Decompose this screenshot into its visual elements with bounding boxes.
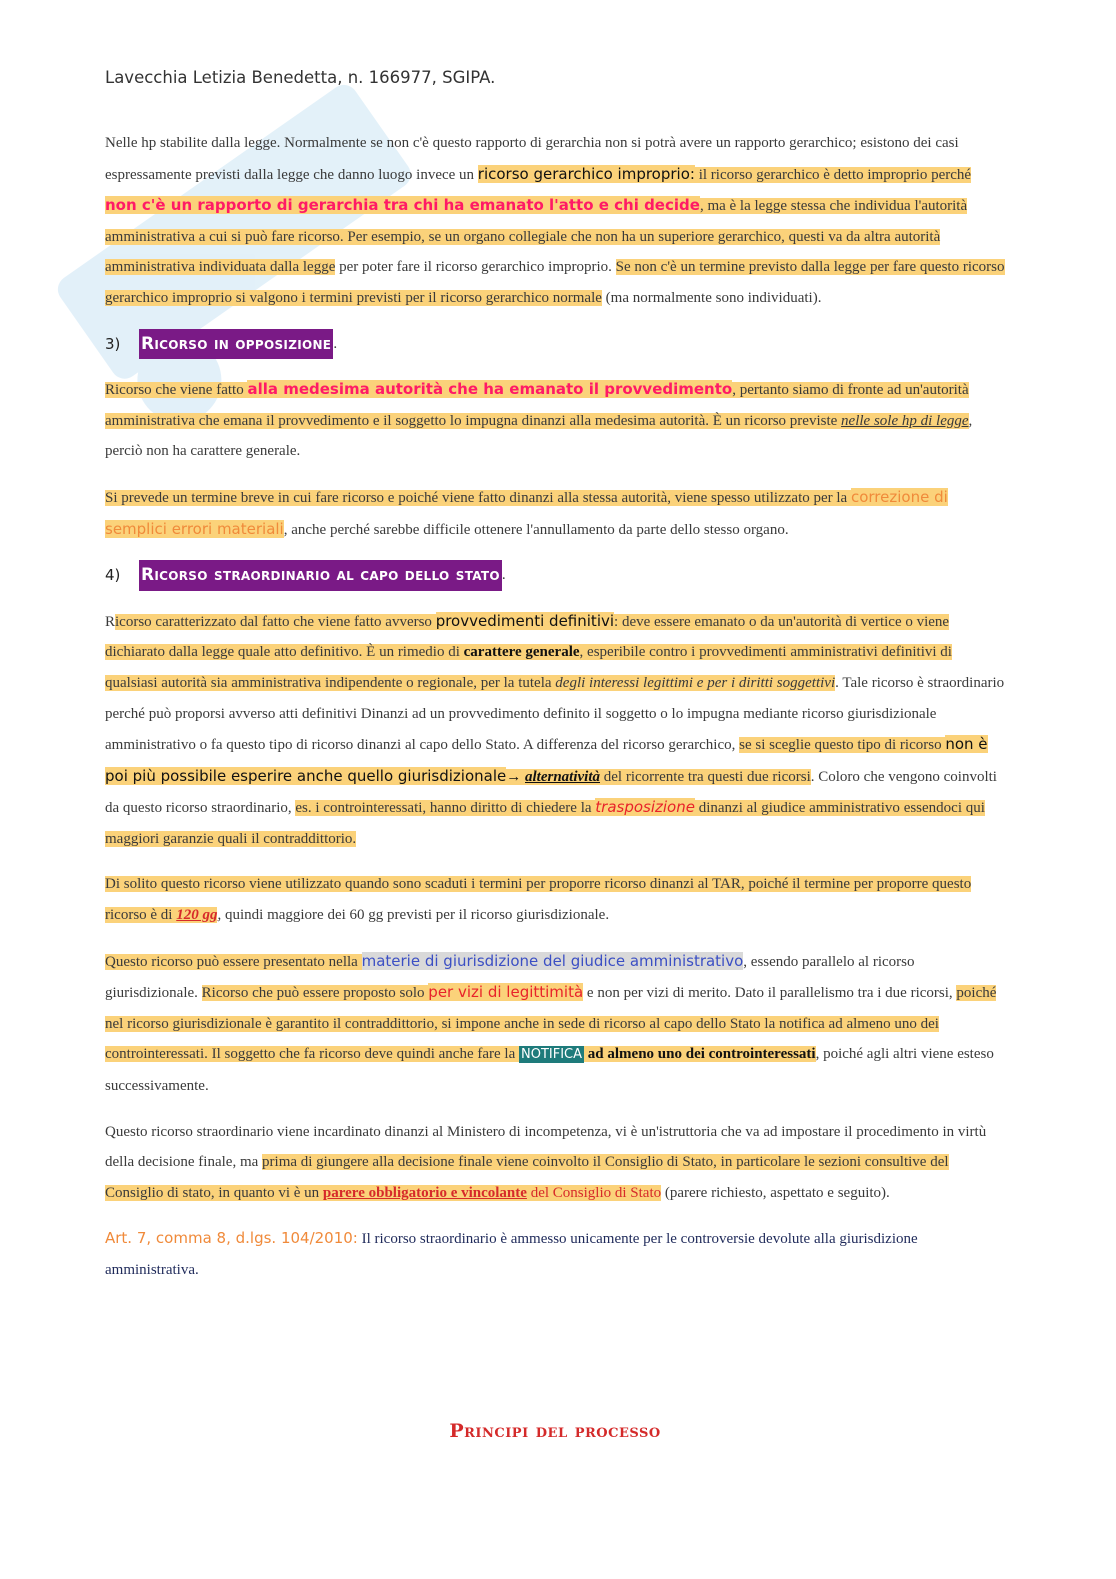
document-body <box>105 128 1005 1301</box>
paragraph-straordinario-2: Di solito questo ricorso viene utilizzato quando sono scaduti i termini per proporre ricorso dinanzi al TAR, poiché il termine per proporre questo ricorso è di 120 gg, quindi maggiore dei 60 gg previsti per il ricorso giurisdizionale. <box>105 876 972 924</box>
paragraph-straordinario-1: Ricorso caratterizzato dal fatto che viene fatto avverso provvedimenti definitivi: deve essere emanato o da un'autorità di vertice o viene dichiarato dalla legge quale atto definitivo. È un rimedio di carattere generale, esperibile contro i provvedimenti amministrativi definitivi di qualsiasi autorità sia amministrativa indipendente o regionale, per la tutela degli interessi legittimi e per i diritti soggettivi. Tale ricorso è straordinario perché può proporsi avverso atti definitivi Dinanzi ad un provvedimento definito il soggetto o lo impugna mediante ricorso giurisdizionale amministrativo o fa questo tipo di ricorso dinanzi al capo dello Stato. A differenza del ricorso gerarchico, se si sceglie questo tipo di ricorso non è poi più possibile esperire anche quello giurisdizionale→ alternatività del ricorrente tra questi due ricorsi. Coloro che vengono coinvolti da questo ricorso straordinario, es. i controinteressati, hanno diritto di chiedere la trasposizione dinanzi al giudice amministrativo essendoci qui maggiori garanzie quali il contraddittorio. <box>105 611 1005 847</box>
paragraph-norma: Art. 7, comma 8, d.lgs. 104/2010: Il ricorso straordinario è ammesso unicamente per le controversie devolute alla giurisdizione amministrativa. <box>105 1229 918 1278</box>
paragraph-straordinario-4: Questo ricorso straordinario viene incardinato dinanzi al Ministero di incompetenza, vi è un'istruttoria che va ad impostare il procedimento in virtù della decisione finale, ma prima di giungere alla decisione finale viene coinvolto il Consiglio di Stato, in particolare le sezioni consultive del Consiglio di stato, in quanto vi è un parere obbligatorio e vincolante del Consiglio di Stato (parere richiesto, aspettato e seguito). <box>105 1123 987 1201</box>
section-title-principi: Principi del processo <box>449 1420 661 1442</box>
paragraph-ricorso-gerarchico-improprio: Nelle hp stabilite dalla legge. Normalmente se non c'è questo rapporto di gerarchia non si potrà avere un rapporto gerarchico; esistono dei casi espressamente previsti dalla legge che danno luogo invece un ricorso gerarchico improprio: il ricorso gerarchico è detto improprio perché non c'è un rapporto di gerarchia tra chi ha emanato l'atto e chi decide, ma è la legge stessa che individua l'autorità amministrativa a cui si può fare ricorso. Per esempio, se un organo collegiale che non ha un superiore gerarchico, questi va da altra autorità amministrativa individuata dalla legge per poter fare il ricorso gerarchico improprio. Se non c'è un termine previsto dalla legge per fare questo ricorso gerarchico improprio si valgono i termini previsti per il ricorso gerarchico normale (ma normalmente sono individuati). <box>105 135 1005 306</box>
section-heading-3: 3) Ricorso in opposizione . <box>105 329 1005 360</box>
document-header: Lavecchia Letizia Benedetta, n. 166977, SGIPA. <box>105 68 496 87</box>
paragraph-opposizione-2: Si prevede un termine breve in cui fare ricorso e poiché viene fatto dinanzi alla stessa autorità, viene spesso utilizzato per la correzione di semplici errori materiali, anche perché sarebbe difficile ottenere l'annullamento da parte dello stesso organo. <box>105 487 948 538</box>
paragraph-opposizione-1: Ricorso che viene fatto alla medesima autorità che ha emanato il provvedimento, pertanto siamo di fronte ad un'autorità amministrativa che emana il provvedimento e il soggetto lo impugna dinanzi alla medesima autorità. È un ricorso previste nelle sole hp di legge, perciò non ha carattere generale. <box>105 380 973 460</box>
paragraph-straordinario-3: Questo ricorso può essere presentato nella materie di giurisdizione del giudice amministrativo, essendo parallelo al ricorso giurisdizionale. Ricorso che può essere proposto solo per vizi di legittimità e non per vizi di merito. Dato il parallelismo tra i due ricorsi, poiché nel ricorso giurisdizionale è garantito il contraddittorio, si impone anche in sede di ricorso al capo dello Stato la notifica ad almeno uno dei controinteressati. Il soggetto che fa ricorso deve quindi anche fare la NOTIFICA ad almeno uno dei controinteressati, poiché agli altri viene esteso successivamente. <box>105 951 997 1095</box>
section-heading-4: 4) Ricorso straordinario al capo dello stato . <box>105 560 1005 591</box>
